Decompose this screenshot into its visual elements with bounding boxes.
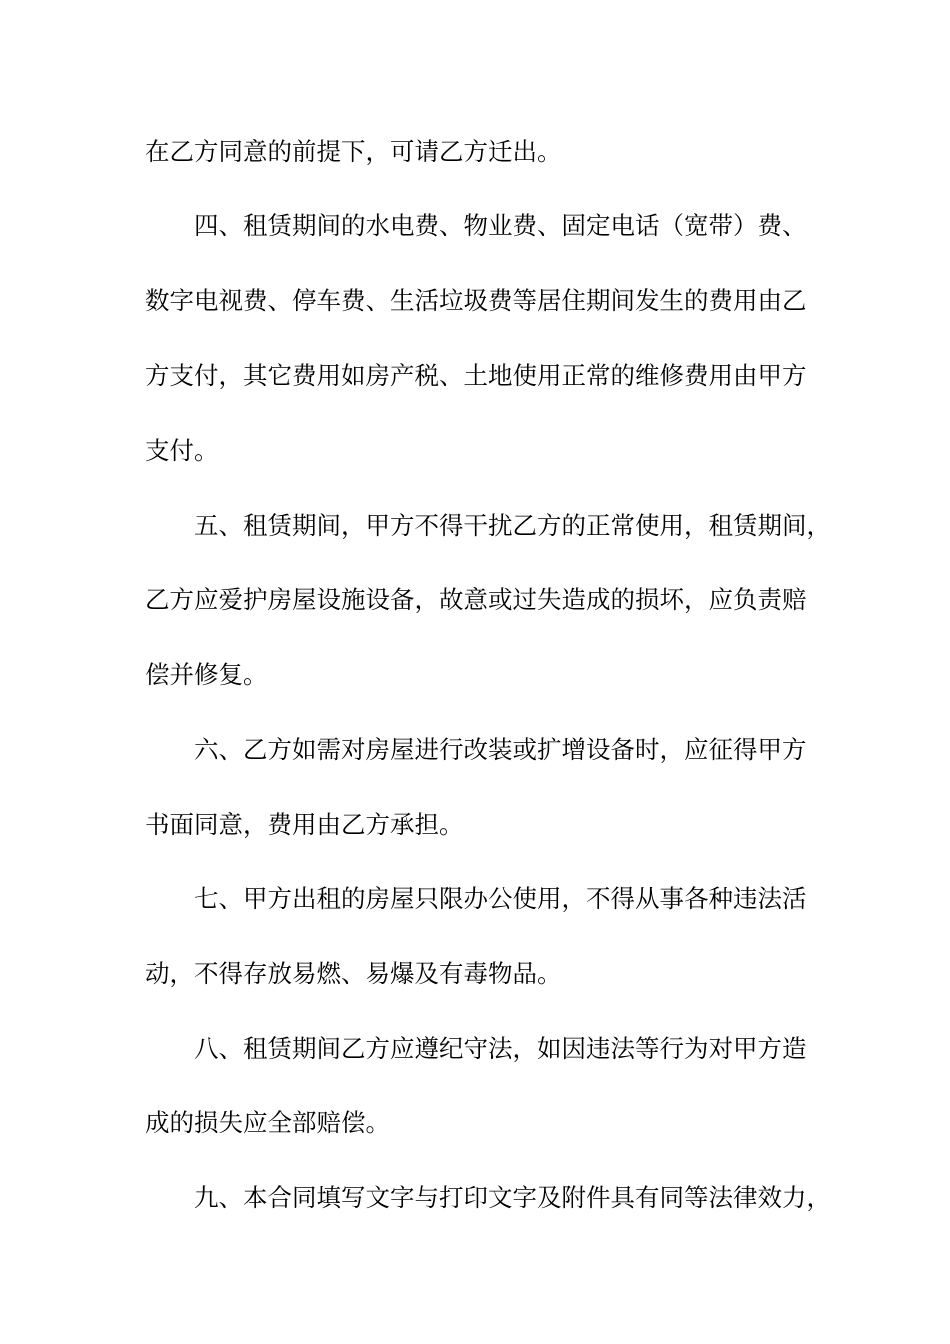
text-line: 在乙方同意的前提下，可请乙方迁出。 — [145, 137, 562, 166]
text-line: 书面同意，费用由乙方承担。 — [145, 810, 464, 839]
text-line: 偿并修复。 — [145, 660, 268, 689]
text-line: 乙方应爱护房屋设施设备，故意或过失造成的损坏，应负责赔 — [145, 585, 807, 614]
clause-4-line: 四、租赁期间的水电费、物业费、固定电话（宽带）费、 — [194, 211, 807, 240]
text-line: 数字电视费、停车费、生活垃圾费等居住期间发生的费用由乙 — [145, 286, 807, 315]
clause-9-line: 九、本合同填写文字与打印文字及附件具有同等法律效力， — [194, 1183, 831, 1212]
text-line: 成的损失应全部赔偿。 — [145, 1108, 390, 1137]
clause-7-line: 七、甲方出租的房屋只限办公使用，不得从事各种违法活 — [194, 884, 807, 913]
clause-6-line: 六、乙方如需对房屋进行改装或扩增设备时，应征得甲方 — [194, 735, 807, 764]
text-line: 方支付，其它费用如房产税、土地使用正常的维修费用由甲方 — [145, 361, 807, 390]
clause-8-line: 八、租赁期间乙方应遵纪守法，如因违法等行为对甲方造 — [194, 1034, 807, 1063]
text-line: 支付。 — [145, 436, 219, 465]
clause-5-line: 五、租赁期间，甲方不得干扰乙方的正常使用，租赁期间， — [194, 511, 831, 540]
text-line: 动，不得存放易燃、易爆及有毒物品。 — [145, 959, 562, 988]
